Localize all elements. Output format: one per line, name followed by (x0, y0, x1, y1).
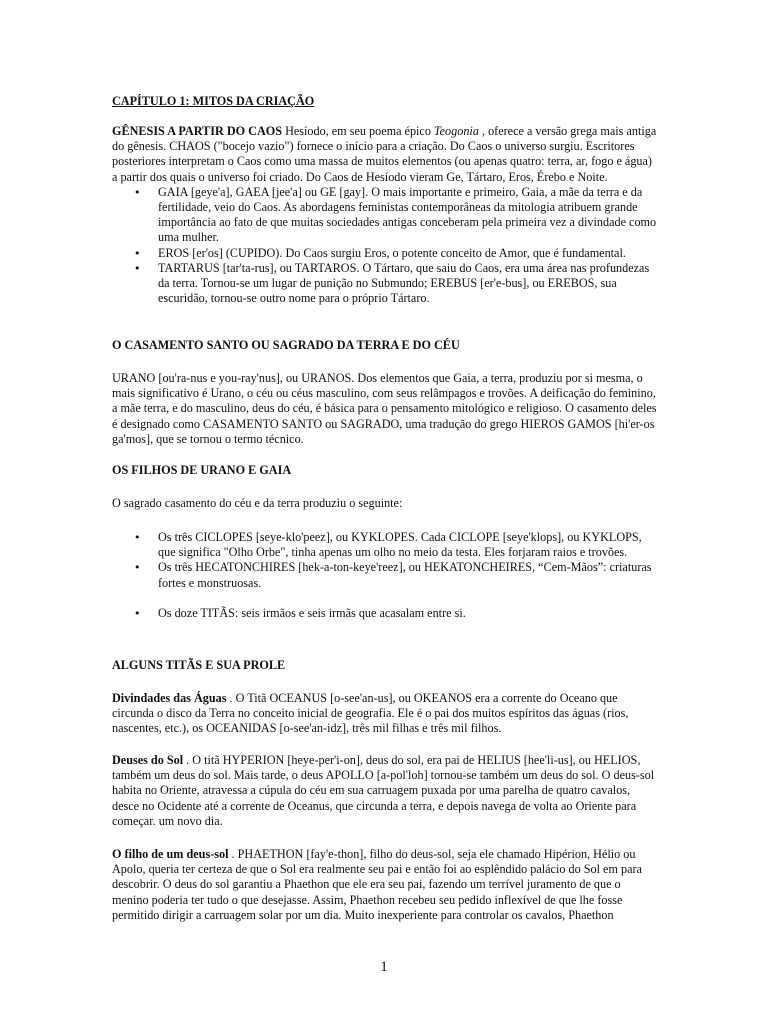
genesis-section (112, 124, 658, 306)
sun-gods-lead: Deuses do Sol (112, 753, 184, 767)
list-item: • Os doze TITÃS: seis irmãos e seis irmãs que acasalam entre si. (112, 606, 658, 621)
waters-text: . O Titã OCEANUS [o-see'an-us], ou OKEANOS era a corrente do Oceano que circunda o disco da Terra no conceito inicial de geografia. Ele é o pai dos muitos espíritos das águas (rios, nascentes, etc.), os OCEANIDAS [o-see'an-idz], três mil filhas e três mil filhos. (112, 691, 629, 736)
sun-gods-paragraph (112, 753, 658, 829)
sun-gods-text: . O titã HYPERION [heye-per'i-on], deus do sol, era pai de HELIUS [hee'li-us], ou HELIOS, também um deus do sol. Mais tarde, o deus APOLLO [a-pol'loh] tornou-se também um deus do sol. O deus-sol habita no Oriente, atravessa a cúpula do céu em sua carruagem puxada por uma parelha de quatro cavalos, desce no Ocidente até a corrente de Oceanus, que circunda a terra, e depois navega de volta ao Oriente para começar. um novo dia. (112, 753, 655, 828)
waters-lead: Divindades das Águas (112, 691, 227, 705)
page-number: 1 (380, 959, 388, 975)
genesis-italic-title: Teogonia (433, 124, 479, 138)
genesis-paragraph (112, 124, 658, 185)
list-item: • EROS [er'os] (CUPIDO). Do Caos surgiu Eros, o potente conceito de Amor, que é fundamental. (112, 246, 658, 261)
genesis-text-a: Hesíodo, em seu poema épico (282, 124, 434, 138)
list-item: • Os três HECATONCHIRES [hek-a-ton-keye'reez], ou HEKATONCHEIRES, “Cem-Mãos”: criaturas fortes e monstruosas. (112, 560, 658, 590)
sun-son-text: . PHAETHON [fay'e-thon], filho do deus-sol, seja ele chamado Hipérion, Hélio ou Apolo, queria ter certeza de que o Sol era realmente seu pai e então foi ao esplêndido palácio do Sol em para descobrir. O deus do sol garantiu a Phaethon que ele era seu pai, fazendo um terrível juramento de que o menino poderia ter tudo o que desejasse. Assim, Phaethon recebeu seu pedido inflexível de que lhe fosse permitido dirigir a carruagem solar por um dia. Muito inexperiente para controlar os cavalos, Phaethon (112, 847, 642, 922)
marriage-paragraph: URANO [ou'ra-nus e you-ray'nus], ou URANOS. Dos elementos que Gaia, a terra, produziu por si mesma, o mais significativo é Urano, o céu ou céus masculino, com seus relâmpagos e trovões. A deificação do feminino, a mãe terra, e do masculino, deus do céu, é básica para o pensamento mitológico e religioso. O casamento deles é designado como CASAMENTO SANTO ou SAGRADO, uma tradução do grego HIEROS GAMOS [hi'er-os ga'mos], que se tornou o termo técnico. (112, 371, 657, 446)
titans-heading: ALGUNS TITÃS E SUA PROLE (112, 658, 286, 672)
sun-son-paragraph (112, 847, 658, 923)
chapter-title: CAPÍTULO 1: MITOS DA CRIAÇÃO (112, 94, 315, 108)
genesis-bullet-list (112, 185, 658, 307)
children-heading: OS FILHOS DE URANO E GAIA (112, 463, 292, 477)
marriage-heading: O CASAMENTO SANTO OU SAGRADO DA TERRA E DO CÉU (112, 338, 460, 352)
children-bullet-list (112, 530, 658, 621)
genesis-heading: GÊNESIS A PARTIR DO CAOS (112, 124, 283, 138)
list-item: • Os três CICLOPES [seye-klo'peez], ou KYKLOPES. Cada CICLOPE [seye'klops], ou KYKLOPS, que significa "Olho Orbe", tinha apenas um olho no meio da testa. Eles forjaram raios e trovões. (112, 530, 658, 560)
genesis-text-b: , oferece a versão grega mais antiga do gênesis. CHAOS ("bocejo vazio") fornece o início para a criação. Do Caos o universo surgiu. Escritores posteriores interpretam o Caos como uma massa de muitos elementos (ou apenas quatro: terra, ar, fogo e água) a partir dos quais o universo foi criado. Do Caos de Hesíodo vieram Ge, Tártaro, Eros, Érebo e Noite. (112, 124, 657, 184)
waters-paragraph (112, 691, 658, 737)
list-item: • GAIA [geye'a], GAEA [jee'a] ou GE [gay]. O mais importante e primeiro, Gaia, a mãe da terra e da fertilidade, veio do Caos. As abordagens feministas contemporâneas da mitologia atribuem grande importância ao fato de que muitas sociedades antigas conceberam pela primeira vez a divindade como uma mulher. (112, 185, 658, 246)
sun-son-lead: O filho de um deus-sol (112, 847, 229, 861)
children-intro: O sagrado casamento do céu e da terra produziu o seguinte: (112, 496, 403, 510)
list-item: • TARTARUS [tar'ta-rus], ou TARTAROS. O Tártaro, que saiu do Caos, era uma área nas profundezas da terra. Tornou-se um lugar de punição no Submundo; EREBUS [er'e-bus], ou EREBOS, sua escuridão, tornou-se outro nome para o próprio Tártaro. (112, 261, 658, 307)
